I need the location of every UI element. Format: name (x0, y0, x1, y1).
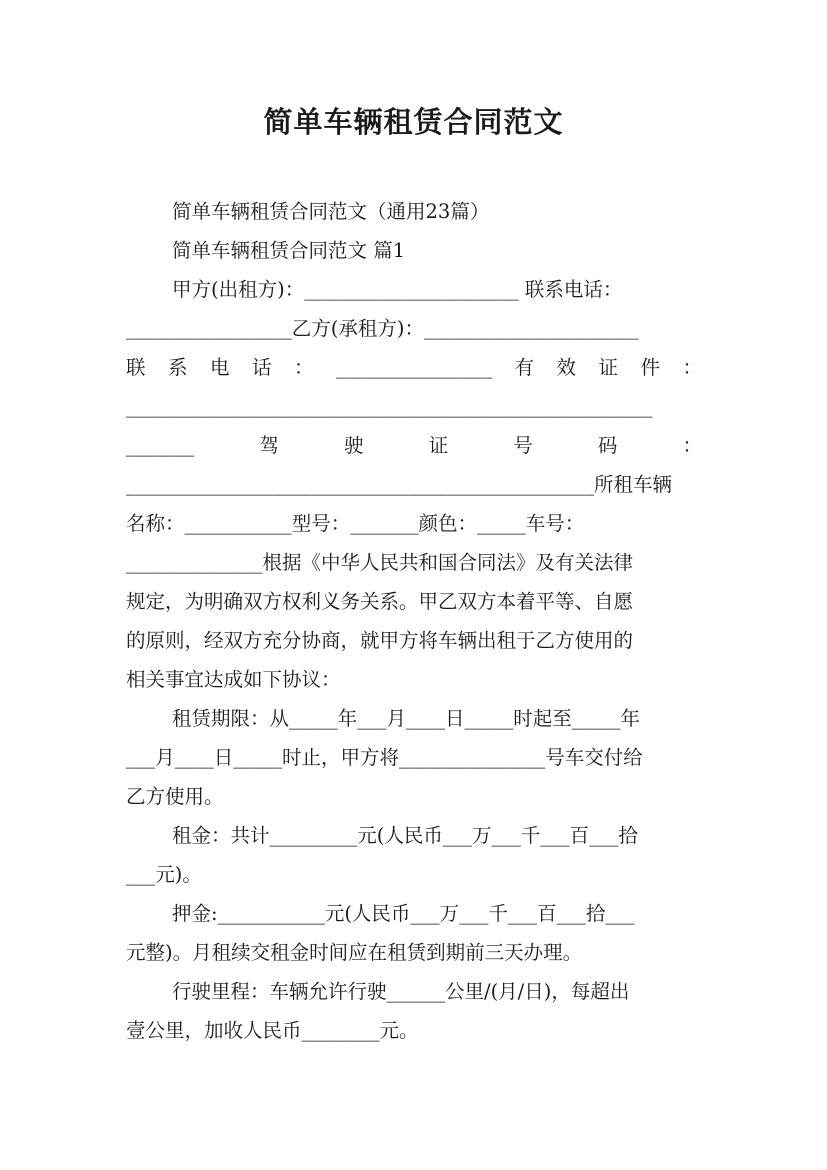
license-line (126, 432, 702, 460)
line-segment: 件 (640, 356, 660, 379)
rent-line: ___元)。 (126, 863, 202, 886)
line-segment: 效 (556, 356, 576, 379)
line-segment: 号 (513, 434, 533, 457)
body-line: 相关事宜达成如下协议： (126, 668, 341, 691)
lease-term-line: 乙方使用。 (126, 785, 224, 808)
line-segment: 证 (598, 356, 618, 379)
line-segment: 联 (126, 356, 146, 379)
contact-id-line (126, 354, 702, 382)
line-segment: 驾 (259, 434, 279, 457)
mileage-line: 行驶里程：车辆允许行驶______公里/(月/日)，每超出 (172, 980, 630, 1003)
deposit-line: 押金:___________元(人民币___万___千___百___拾___ (172, 902, 635, 925)
line-segment: _______ (126, 434, 195, 457)
deposit-line: 元整)。月租续交租金时间应在租赁到期前三天办理。 (126, 941, 583, 964)
line-segment: 电 (210, 356, 230, 379)
line-segment: 话 (252, 356, 272, 379)
line-segment: ： (294, 356, 314, 379)
line-segment: 码 (597, 434, 618, 457)
rent-line: 租金：共计_________元(人民币___万___千___百___拾 (172, 824, 638, 847)
section-heading: 简单车辆租赁合同范文 篇1 (172, 239, 406, 262)
line-segment: 证 (428, 434, 449, 457)
body-line: 规定，为明确双方权利义务关系。甲乙双方本着平等、自愿 (126, 590, 634, 613)
line-segment: 系 (168, 356, 188, 379)
line-segment: ： (682, 434, 702, 457)
blank-line: ______________________________________________________ (126, 395, 653, 418)
vehicle-details-line: 名称：___________型号：_______颜色：_____车号： (126, 512, 585, 535)
line-segment: 有 (514, 356, 534, 379)
lease-term-line: ___月____日_____时止，甲方将_______________号车交付给 (126, 746, 643, 769)
vehicle-line: ________________________________________________所租车辆 (126, 473, 673, 496)
subtitle-line: 简单车辆租赁合同范文（通用23篇） (172, 200, 490, 223)
line-segment: ： (682, 356, 702, 379)
line-segment: 驶 (343, 434, 364, 457)
party-b-line: _________________乙方(承租方)：______________________ (126, 317, 639, 340)
party-a-line: 甲方(出租方)：______________________ 联系电话： (172, 278, 623, 301)
line-segment: ________________ (336, 356, 492, 379)
body-line: 的原则，经双方充分协商，就甲方将车辆出租于乙方使用的 (126, 629, 634, 652)
document-title: 简单车辆租赁合同范文 (263, 105, 564, 139)
body-line: ______________根据《中华人民共和国合同法》及有关法律 (126, 551, 634, 574)
lease-term-line: 租赁期限：从_____年___月____日_____时起至_____年 (172, 707, 641, 730)
mileage-line: 壹公里，加收人民币________元。 (126, 1019, 419, 1042)
